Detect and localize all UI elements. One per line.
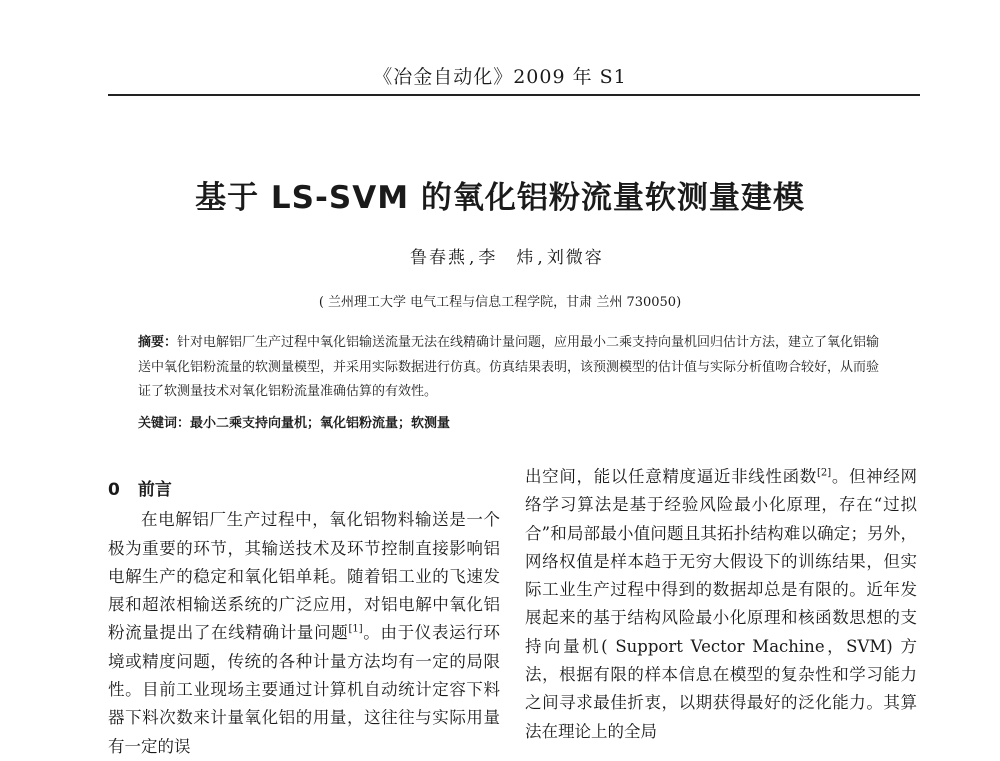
paragraph-text: 出空间，能以任意精度逼近非线性函数 <box>525 467 817 486</box>
abstract <box>138 331 886 405</box>
journal-header: 《冶金自动化》2009 年 S1 <box>373 66 627 88</box>
author-name: 鲁春燕 <box>410 248 467 268</box>
right-column <box>525 463 917 746</box>
author-list <box>410 243 604 268</box>
citation: [1] <box>348 623 363 635</box>
citation: [2] <box>816 467 832 479</box>
left-column <box>108 476 500 761</box>
paper-title: 基于 LS-SVM 的氧化铝粉流量软测量建模 <box>195 180 805 216</box>
body-paragraph <box>525 463 917 746</box>
author-separator: , <box>537 248 545 268</box>
paragraph-text: 在电解铝厂生产过程中，氧化铝物料输送是一个极为重要的环节，其输送技术及环节控制直接影响铝电解生产的稳定和氧化铝单耗。随着铝工业的飞速发展和超浓相输送系统的广泛应用，对铝电解中氧化铝粉流量提出了在线精确计量问题 <box>108 510 500 643</box>
keywords-label: 关键词： <box>138 416 191 431</box>
keywords-text: 最小二乘支持向量机；氧化铝粉流量；软测量 <box>190 416 451 431</box>
abstract-label: 摘要： <box>138 335 178 350</box>
author-name: 刘微容 <box>546 248 604 268</box>
keywords <box>138 412 450 431</box>
body-paragraph <box>108 506 500 761</box>
author-name: 李 炜 <box>478 248 536 268</box>
paragraph-text: 。由于仪表运行环境或精度问题，传统的各种计量方法均有一定的局限性。目前工业现场主要通过计算机自动统计定容下料器下料次数来计量氧化铝的用量，这往往与实际用量有一定的误 <box>108 623 501 756</box>
abstract-text: 针对电解铝厂生产过程中氧化铝输送流量无法在线精确计量问题，应用最小二乘支持向量机回归估计方法，建立了氧化铝输送中氧化铝粉流量的软测量模型，并采用实际数据进行仿真。仿真结果表明，该预测模型的估计值与实际分析值吻合较好，从而验证了软测量技术对氧化铝粉流量准确估算的有效性。 <box>138 335 880 399</box>
header-rule <box>108 94 920 96</box>
section-title: 前言 <box>137 480 172 500</box>
section-number: 0 <box>108 480 120 500</box>
section-heading <box>108 476 500 504</box>
author-separator: , <box>469 248 477 268</box>
paragraph-text: 。但神经网络学习算法是基于经验风险最小化原理，存在“过拟合”和局部最小值问题且其拓扑结构难以确定；另外，网络权值是样本趋于无穷大假设下的训练结果，但实际工业生产过程中得到的数据却总是有限的。近年发展起来的基于结构风险最小化原理和核函数思想的支持向量机( Support Vector Machine，SVM) 方法，根据有限的样本信息在模型的复杂性和学习能力之间寻求最佳折衷，以期获得最好的泛化能力。其算法在理论上的全局 <box>525 467 918 741</box>
affiliation: ( 兰州理工大学 电气工程与信息工程学院，甘肃 兰州 730050) <box>318 295 682 310</box>
